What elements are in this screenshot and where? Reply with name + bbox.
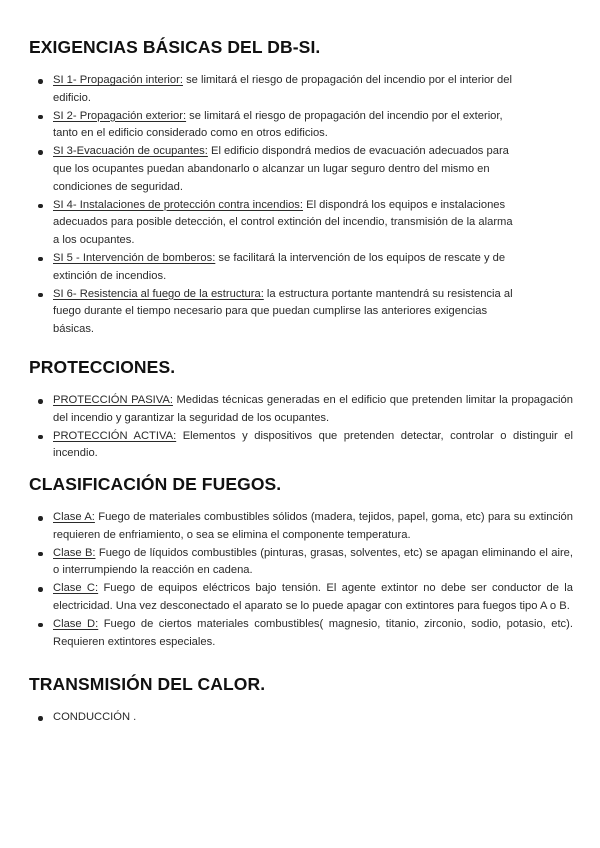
list-item: [53, 509, 573, 545]
section-title-clasificacion: CLASIFICACIÓN DE FUEGOS.: [29, 474, 282, 494]
item-label: Clase C:: [53, 582, 99, 595]
item-text: se limitará el riesgo de propagación del incendio por el exterior, tanto en el edificio considerado como en otros edificios.: [53, 109, 503, 140]
list-item: [53, 72, 513, 108]
list-item: [53, 709, 453, 727]
bullet-icon: [38, 204, 43, 209]
bullet-icon: [38, 293, 43, 298]
item-text: Fuego de equipos eléctricos bajo tensión. El agente extintor no debe ser conductor de la electricidad. Una vez desconectado el aparato se lo puede apagar con extintores para fuegos tipo A o B.: [53, 582, 573, 612]
list-item: [53, 428, 573, 464]
item-label: SI 2- Propagación exterior:: [53, 109, 187, 122]
clasificacion-list: [0, 509, 600, 651]
bullet-icon: [38, 587, 43, 592]
bullet-icon: [38, 435, 43, 440]
item-label: SI 5 - Intervención de bomberos:: [53, 251, 216, 264]
item-text: CONDUCCIÓN .: [53, 711, 137, 723]
list-item: [53, 545, 573, 581]
section-title-transmision: TRANSMISIÓN DEL CALOR.: [29, 674, 266, 694]
item-text: El edificio dispondrá medios de evacuación adecuados para que los ocupantes puedan abandonarlo o alcanzar un lugar seguro dentro del mismo en condiciones de seguridad.: [53, 145, 509, 193]
bullet-icon: [38, 399, 43, 404]
item-text: la estructura portante mantendrá su resistencia al fuego durante el tiempo necesario para que puedan cumplirse las anteriores exigencias básicas.: [53, 287, 513, 336]
transmision-list: [0, 709, 600, 727]
bullet-icon: [38, 516, 43, 521]
list-item: [53, 286, 513, 339]
item-label: SI 4- Instalaciones de protección contra incendios:: [53, 198, 303, 211]
exigencias-list: [0, 72, 600, 339]
protecciones-list: [0, 392, 600, 463]
item-label: Clase A:: [53, 511, 95, 523]
bullet-icon: [38, 552, 43, 557]
item-label: Clase D:: [53, 617, 99, 630]
list-item: [53, 143, 513, 196]
item-label: Clase B:: [53, 546, 96, 559]
bullet-icon: [38, 716, 43, 721]
item-label: SI 6- Resistencia al fuego de la estructura:: [53, 287, 264, 300]
list-item: [53, 197, 513, 250]
bullet-icon: [38, 115, 43, 120]
section-title-protecciones: PROTECCIONES.: [29, 357, 176, 377]
item-label: PROTECCIÓN ACTIVA:: [53, 429, 177, 442]
item-text: Fuego de materiales combustibles sólidos (madera, tejidos, papel, goma, etc) para su extinción requieren de enfriamiento, o sea se elimina el componente temperatura.: [53, 511, 574, 541]
list-item: [53, 392, 573, 428]
item-label: PROTECCIÓN PASIVA:: [53, 394, 173, 406]
list-item: [53, 616, 573, 652]
bullet-icon: [38, 257, 43, 262]
bullet-icon: [38, 79, 43, 84]
item-text: Medidas técnicas generadas en el edificio que pretenden limitar la propagación del incendio y garantizar la seguridad de los ocupantes.: [53, 394, 573, 424]
item-text: se facilitará la intervención de los equipos de rescate y de extinción de incendios.: [53, 251, 506, 282]
item-label: SI 1- Propagación interior:: [53, 74, 183, 86]
item-label: SI 3-Evacuación de ocupantes:: [53, 145, 208, 158]
item-text: Elementos y dispositivos que pretenden detectar, controlar o distinguir el incendio.: [53, 429, 573, 460]
list-item: [53, 108, 513, 144]
item-text: El dispondrá los equipos e instalaciones adecuados para posible detección, el control extinción del incendio, transmisión de la alarma a los ocupantes.: [53, 198, 513, 247]
list-item: [53, 580, 573, 616]
item-text: Fuego de ciertos materiales combustibles( magnesio, titanio, zirconio, sodio, potasio, etc). Requieren extintores especiales.: [53, 617, 573, 648]
bullet-icon: [38, 150, 43, 155]
item-text: Fuego de líquidos combustibles (pinturas, grasas, solventes, etc) se apagan eliminando el aire, o interrumpiendo la reacción en cadena.: [53, 546, 573, 577]
section-title-exigencias: EXIGENCIAS BÁSICAS DEL DB-SI.: [29, 37, 321, 57]
item-text: se limitará el riesgo de propagación del incendio por el interior del edificio.: [53, 74, 512, 104]
bullet-icon: [38, 623, 43, 628]
list-item: [53, 250, 513, 286]
